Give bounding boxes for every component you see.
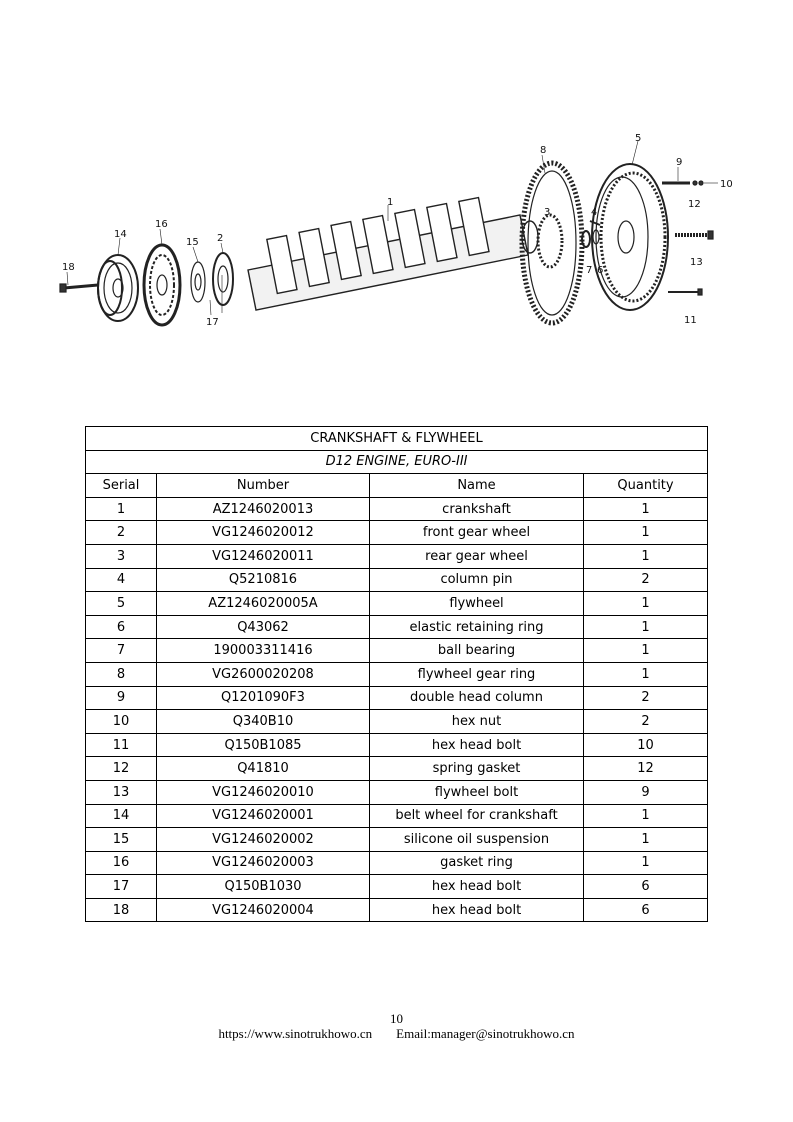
cell-quantity: 10 [584,733,708,757]
cell-name: belt wheel for crankshaft [370,804,584,828]
column-header-number: Number [157,474,370,498]
cell-quantity: 1 [584,851,708,875]
callout-4: 4 [591,207,598,218]
cell-serial: 2 [86,521,157,545]
table-row [86,898,708,922]
cell-name: rear gear wheel [370,544,584,568]
cell-name: crankshaft [370,497,584,521]
cell-serial: 18 [86,898,157,922]
crankshaft-flywheel-diagram [50,125,750,345]
cell-serial: 12 [86,757,157,781]
part-2-front-gear [213,253,233,313]
table-row [86,662,708,686]
callout-18: 18 [62,262,75,273]
callout-13: 13 [690,257,703,268]
cell-number: Q150B1085 [157,733,370,757]
table-row [86,780,708,804]
callout-15: 15 [186,237,199,248]
cell-serial: 17 [86,875,157,899]
cell-number: VG1246020004 [157,898,370,922]
cell-name: flywheel gear ring [370,662,584,686]
table-title: CRANKSHAFT & FLYWHEEL [86,427,708,451]
callout-12: 12 [688,199,701,210]
cell-quantity: 1 [584,497,708,521]
cell-serial: 4 [86,568,157,592]
table-row [86,686,708,710]
cell-quantity: 2 [584,710,708,734]
cell-quantity: 1 [584,544,708,568]
table-row [86,828,708,852]
cell-number: AZ1246020005A [157,592,370,616]
table-row [86,639,708,663]
cell-name: flywheel bolt [370,780,584,804]
cell-number: VG1246020010 [157,780,370,804]
cell-quantity: 1 [584,615,708,639]
part-18-bolt [60,284,98,292]
part-7-ball-bearing [582,231,590,247]
cell-number: VG1246020011 [157,544,370,568]
part-3-rear-gear [538,215,562,267]
cell-name: hex head bolt [370,898,584,922]
cell-quantity: 1 [584,592,708,616]
cell-quantity: 2 [584,568,708,592]
cell-quantity: 1 [584,639,708,663]
cell-quantity: 1 [584,804,708,828]
cell-serial: 1 [86,497,157,521]
table-row [86,875,708,899]
part-11-hex-head-bolt [668,289,702,295]
cell-serial: 14 [86,804,157,828]
cell-name: spring gasket [370,757,584,781]
table-row [86,544,708,568]
cell-number: AZ1246020013 [157,497,370,521]
table-row [86,851,708,875]
callout-16: 16 [155,219,168,230]
cell-number: 190003311416 [157,639,370,663]
part-14-belt-wheel [98,255,138,321]
cell-quantity: 6 [584,875,708,899]
cell-serial: 8 [86,662,157,686]
cell-serial: 10 [86,710,157,734]
cell-name: column pin [370,568,584,592]
cell-name: gasket ring [370,851,584,875]
table-row [86,521,708,545]
cell-serial: 6 [86,615,157,639]
cell-quantity: 1 [584,828,708,852]
footer-website: https://www.sinotrukhowo.cn [218,1026,373,1041]
cell-quantity: 6 [584,898,708,922]
column-header-serial: Serial [86,474,157,498]
cell-quantity: 1 [584,521,708,545]
cell-quantity: 9 [584,780,708,804]
part-13-flywheel-bolt [675,231,713,239]
table-header-row [86,474,708,498]
cell-name: hex head bolt [370,875,584,899]
callout-5: 5 [635,133,642,144]
callout-7: 7 [586,265,593,276]
part-1-crankshaft [248,198,538,310]
cell-serial: 9 [86,686,157,710]
parts-table [85,426,708,922]
page-number: 10 [390,1011,403,1026]
cell-number: VG1246020002 [157,828,370,852]
table-row [86,615,708,639]
cell-serial: 16 [86,851,157,875]
callout-10: 10 [720,179,733,190]
cell-name: elastic retaining ring [370,615,584,639]
cell-name: double head column [370,686,584,710]
part-15-suspension [191,262,205,302]
table-row [86,804,708,828]
cell-number: Q43062 [157,615,370,639]
column-header-quantity: Quantity [584,474,708,498]
cell-serial: 3 [86,544,157,568]
cell-number: Q1201090F3 [157,686,370,710]
cell-name: front gear wheel [370,521,584,545]
callout-3: 3 [544,207,551,218]
cell-quantity: 2 [584,686,708,710]
table-row [86,757,708,781]
cell-number: VG1246020003 [157,851,370,875]
cell-serial: 15 [86,828,157,852]
cell-number: VG1246020001 [157,804,370,828]
footer-email: Email:manager@sinotrukhowo.cn [396,1026,575,1041]
part-16-gasket-ring [144,245,180,325]
cell-name: hex head bolt [370,733,584,757]
parts-table-body [86,497,708,922]
part-5-flywheel [592,164,668,310]
cell-name: flywheel [370,592,584,616]
cell-name: hex nut [370,710,584,734]
cell-serial: 11 [86,733,157,757]
callout-9: 9 [676,157,683,168]
cell-number: Q150B1030 [157,875,370,899]
cell-number: VG2600020208 [157,662,370,686]
cell-number: Q41810 [157,757,370,781]
callout-17: 17 [206,317,219,328]
callout-1: 1 [387,197,394,208]
cell-name: silicone oil suspension [370,828,584,852]
cell-quantity: 1 [584,662,708,686]
table-subtitle: D12 ENGINE, EURO-III [86,450,708,474]
footer-contact [0,1026,793,1042]
part-9-double-head-column [662,181,703,185]
cell-serial: 5 [86,592,157,616]
cell-number: Q340B10 [157,710,370,734]
table-row [86,568,708,592]
callout-2: 2 [217,233,224,244]
part-4-column-pin [590,221,600,225]
part-8-gear-ring [522,163,582,323]
column-header-name: Name [370,474,584,498]
callout-11: 11 [684,315,697,326]
cell-serial: 13 [86,780,157,804]
table-row [86,497,708,521]
cell-number: Q5210816 [157,568,370,592]
callout-8: 8 [540,145,547,156]
cell-name: ball bearing [370,639,584,663]
table-row [86,733,708,757]
cell-quantity: 12 [584,757,708,781]
cell-number: VG1246020012 [157,521,370,545]
cell-serial: 7 [86,639,157,663]
table-row [86,592,708,616]
callout-6: 6 [597,265,604,276]
table-row [86,710,708,734]
callout-14: 14 [114,229,127,240]
